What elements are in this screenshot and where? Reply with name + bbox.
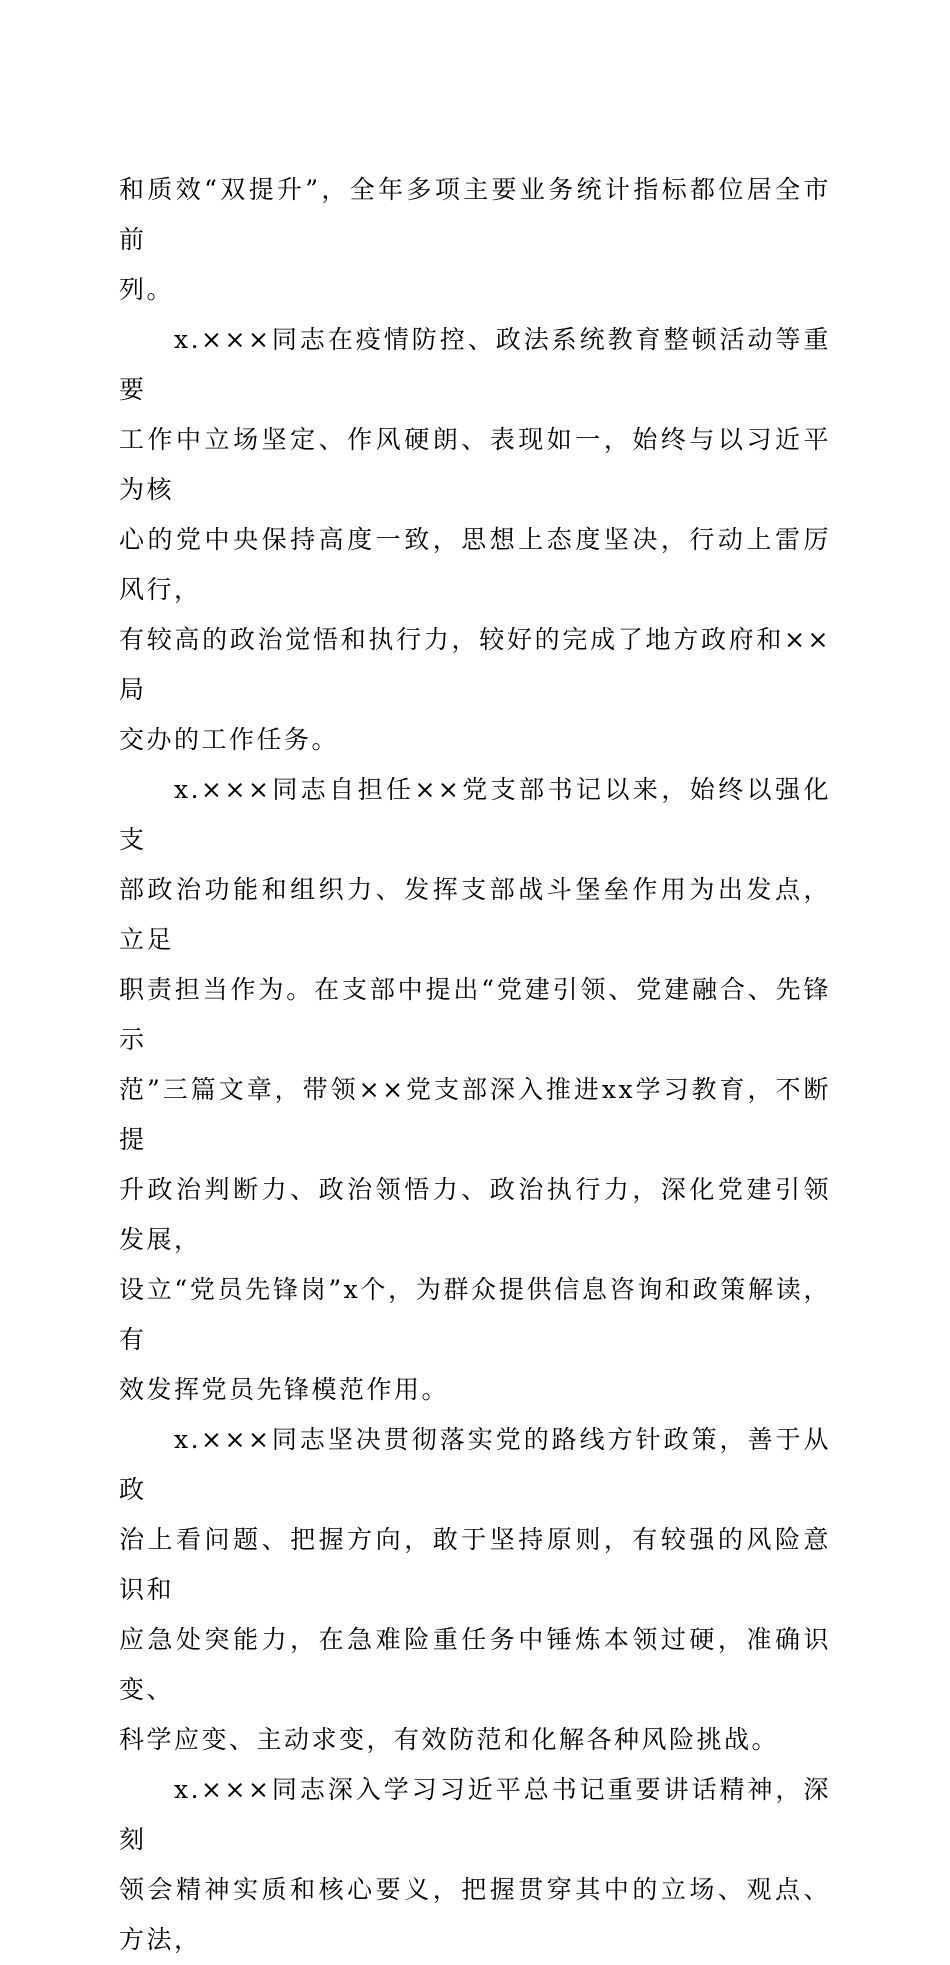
text-line: x.×××同志坚决贯彻落实党的路线方针政策，善于从政	[119, 1425, 831, 1504]
paragraph-1	[119, 165, 831, 315]
text-line: 工作中立场坚定、作风硬朗、表现如一，始终与以习近平为核	[119, 425, 831, 504]
text-line: 效发挥党员先锋模范作用。	[119, 1375, 450, 1404]
text-line: 交办的工作任务。	[119, 725, 340, 754]
text-line: 升政治判断力、政治领悟力、政治执行力，深化党建引领发展，	[119, 1175, 831, 1254]
text-line: 部政治功能和组织力、发挥支部战斗堡垒作用为出发点，立足	[119, 875, 831, 954]
text-line: 心的党中央保持高度一致，思想上态度坚决，行动上雷厉风行，	[119, 525, 831, 604]
text-line: 范”三篇文章，带领××党支部深入推进xx学习教育，不断提	[119, 1075, 831, 1154]
document-body	[119, 165, 831, 1965]
text-line: 设立“党员先锋岗”x个，为群众提供信息咨询和政策解读，有	[119, 1275, 831, 1354]
text-line: 职责担当作为。在支部中提出“党建引领、党建融合、先锋示	[119, 975, 831, 1054]
paragraph-2	[119, 315, 831, 765]
text-line: 治上看问题、把握方向，敢于坚持原则，有较强的风险意识和	[119, 1525, 831, 1604]
text-line: 列。	[119, 275, 175, 304]
text-line: x.×××同志深入学习习近平总书记重要讲话精神，深刻	[119, 1775, 831, 1854]
text-line: 和质效“双提升”，全年多项主要业务统计指标都位居全市前	[119, 175, 831, 254]
text-line: x.×××同志在疫情防控、政法系统教育整顿活动等重要	[119, 325, 831, 404]
text-line: 领会精神实质和核心要义，把握贯穿其中的立场、观点、方法，	[119, 1875, 831, 1954]
text-line: 有较高的政治觉悟和执行力，较好的完成了地方政府和××局	[119, 625, 831, 704]
text-line: 科学应变、主动求变，有效防范和化解各种风险挑战。	[119, 1725, 780, 1754]
paragraph-4	[119, 1415, 831, 1765]
text-line: x.×××同志自担任××党支部书记以来，始终以强化支	[119, 775, 831, 854]
text-line: 应急处突能力，在急难险重任务中锤炼本领过硬，准确识变、	[119, 1625, 831, 1704]
paragraph-3	[119, 765, 831, 1415]
paragraph-5	[119, 1765, 831, 1965]
